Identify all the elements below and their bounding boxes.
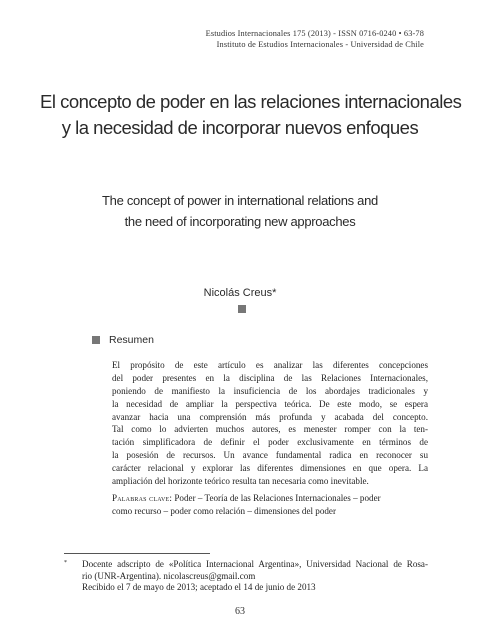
abstract-line: carácter relacional y explorar las diferentes dimensiones en que opera. La xyxy=(112,463,428,474)
abstract-line: poniendo de manifiesto la insuficiencia de los abordajes tradicionales y xyxy=(112,385,428,396)
footnote-divider xyxy=(64,553,210,554)
author-square-icon xyxy=(238,305,246,313)
resumen-heading xyxy=(92,333,154,347)
abstract-line: Tal como lo advierten muchos autores, es menester romper con la ten- xyxy=(112,424,428,435)
abstract-line: la posesión de recursos. Un avance fundamental radica en reconocer su xyxy=(112,450,428,461)
abstract-line: El propósito de este artículo es analizar las diferentes concepciones xyxy=(112,360,428,370)
journal-institution: Instituto de Estudios Internacionales - Universidad de Chile xyxy=(216,39,424,49)
keywords-text-1: Poder – Teoría de las Relaciones Internacionales – poder xyxy=(174,493,381,503)
article-title xyxy=(40,89,462,141)
abstract-line: ampliación del horizonte teórico resulta tan necesaria como inevitable. xyxy=(112,476,369,487)
section-square-icon xyxy=(92,336,100,344)
abstract-line: del poder presentes en la disciplina de las Relaciones Internacionales, xyxy=(112,372,428,383)
article-subtitle-line-2: the need of incorporating new approaches xyxy=(124,214,356,229)
keywords-block xyxy=(112,492,428,519)
page-number: 63 xyxy=(235,606,245,617)
article-title-line-2: y la necesidad de incorporar nuevos enfoques xyxy=(61,117,419,138)
journal-header xyxy=(206,29,424,50)
article-title-line-1: El concepto de poder en las relaciones internacionales xyxy=(40,91,462,112)
footnote xyxy=(82,559,428,594)
resumen-label: Resumen xyxy=(109,334,154,346)
article-subtitle-english xyxy=(40,190,440,232)
footnote-marker: * xyxy=(64,560,67,566)
footnote-line-2: rio (UNR-Argentina). nicolascreus@gmail.com xyxy=(82,570,256,581)
abstract-paragraph xyxy=(112,359,428,488)
keywords-text-2: como recurso – poder como relación – dimensiones del poder xyxy=(112,506,336,517)
keywords-label: Palabras clave: xyxy=(112,493,173,503)
author-name: Nicolás Creus* xyxy=(203,287,277,299)
journal-citation: Estudios Internacionales 175 (2013) - ISSN 0716-0240 • 63-78 xyxy=(205,29,424,38)
footnote-line-3: Recibido el 7 de mayo de 2013; aceptado el 14 de junio de 2013 xyxy=(82,582,316,593)
abstract-line: la necesidad de ampliar la perspectiva teórica. De este modo, se espera xyxy=(112,398,428,409)
keywords-line-1 xyxy=(112,492,428,505)
abstract-line: avanzar hacia una comprensión más profunda y acabada del concepto. xyxy=(112,411,428,422)
abstract-line: tación simplificadora de definir el poder exclusivamente en términos de xyxy=(112,437,428,448)
footnote-line-1: Docente adscripto de «Política Internacional Argentina», Universidad Nacional de Rosa- xyxy=(82,559,428,569)
article-subtitle-line-1: The concept of power in international relations and xyxy=(102,193,378,208)
